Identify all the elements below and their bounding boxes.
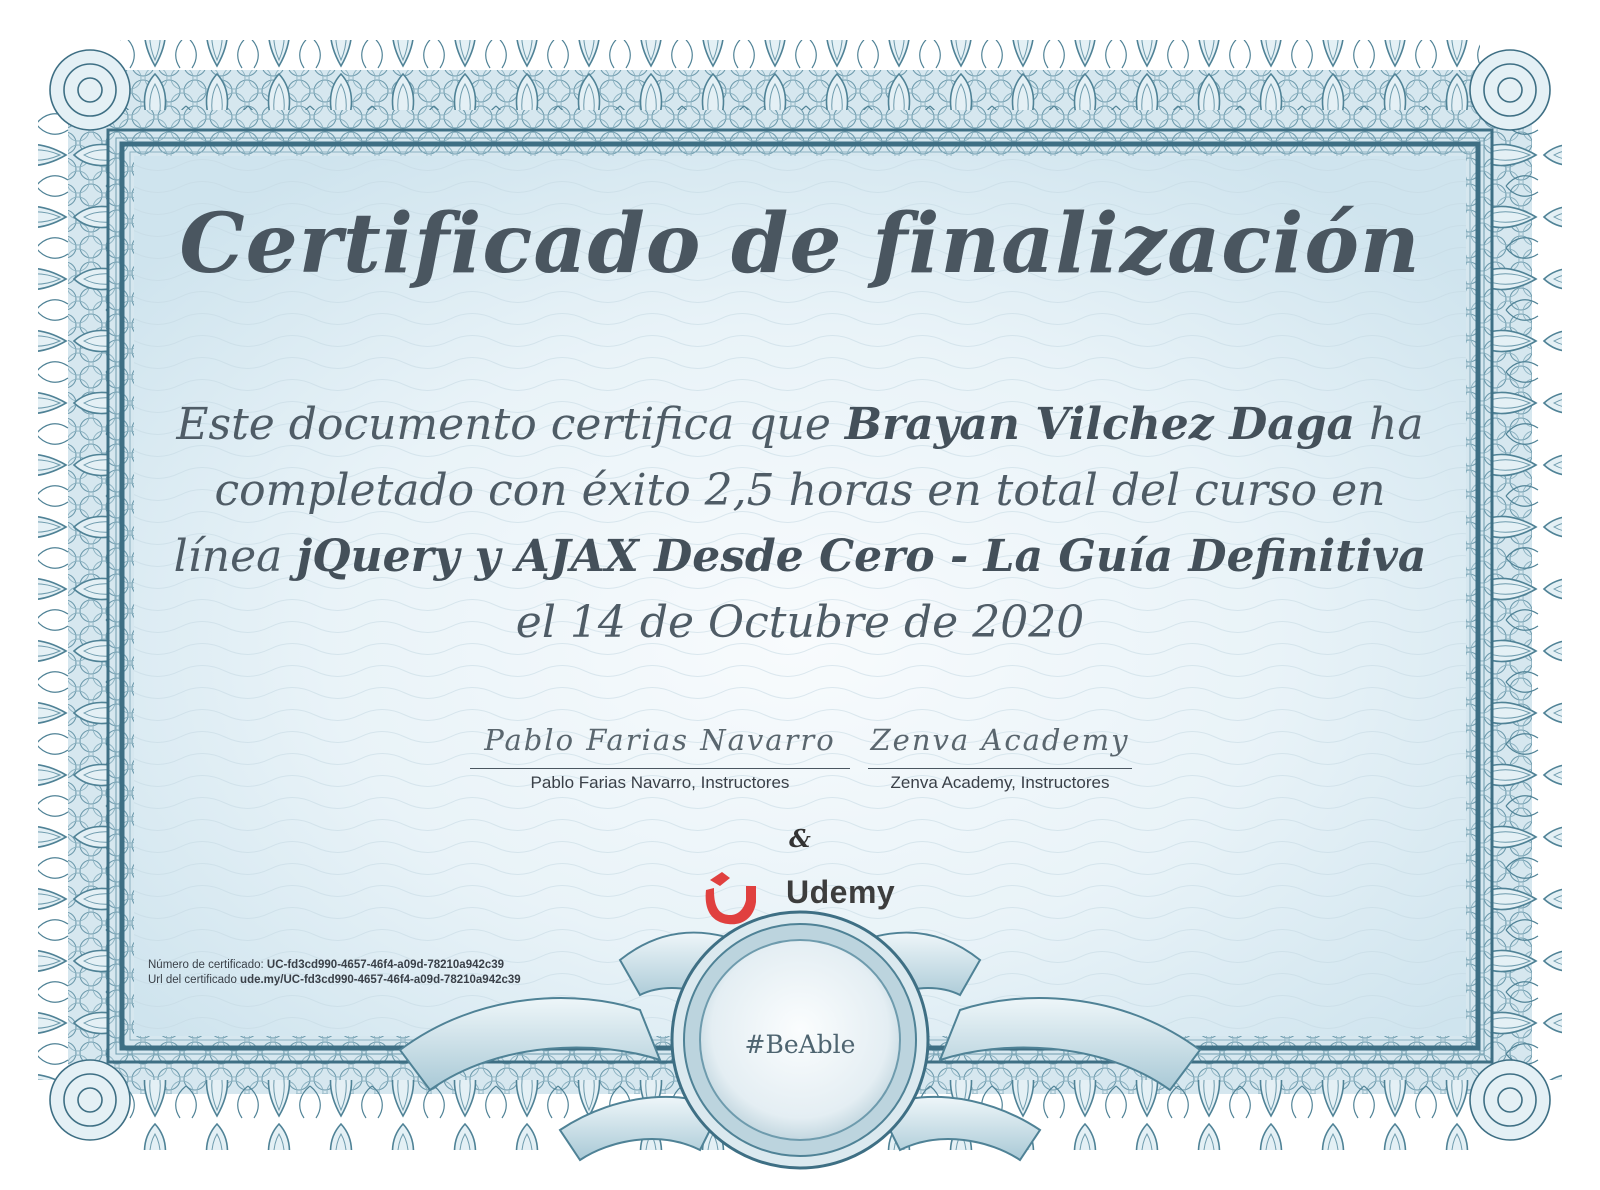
signature-block-zenva — [868, 718, 1132, 793]
signature-line — [470, 768, 850, 769]
certificate-url-row — [148, 973, 521, 988]
certificate-number-value: UC-fd3cd990-4657-46f4-a09d-78210a942c39 — [266, 959, 505, 971]
completion-text: ha completado con éxito 2,5 horas en total del curso en línea — [173, 399, 1424, 582]
signature-script: Pablo Farias Navarro — [484, 723, 836, 757]
intro-text: Este documento certifica que — [176, 399, 831, 450]
signature-line — [868, 768, 1132, 769]
course-title: jQuery y AJAX Desde Cero - La Guía Definitiva — [296, 531, 1427, 582]
signature-caption: Pablo Farias Navarro, Instructores — [530, 773, 790, 792]
udemy-logo — [700, 866, 910, 926]
ampersand: & — [789, 824, 811, 853]
signature-script: Zenva Academy — [870, 723, 1130, 757]
certificate-number-label: Número de certificado: — [148, 959, 264, 971]
signature-block-pablo — [470, 718, 850, 793]
certificate-info — [148, 958, 521, 988]
udemy-u-icon — [700, 866, 780, 926]
recipient-name: Brayan Vilchez Daga — [844, 399, 1356, 450]
certificate-url-label: Url del certificado — [148, 974, 237, 986]
signature-caption: Zenva Academy, Instructores — [890, 773, 1110, 792]
certificate-statement — [170, 392, 1430, 656]
completion-date: el 14 de Octubre de 2020 — [515, 597, 1085, 648]
medal-hashtag: #BeAble — [744, 1030, 856, 1059]
certificate-title: Certificado de finalización — [179, 196, 1421, 292]
certificate-url-value[interactable]: ude.my/UC-fd3cd990-4657-46f4-a09d-78210a942c39 — [240, 974, 521, 986]
certificate-number-row — [148, 958, 521, 973]
udemy-wordmark: Udemy — [786, 874, 896, 910]
